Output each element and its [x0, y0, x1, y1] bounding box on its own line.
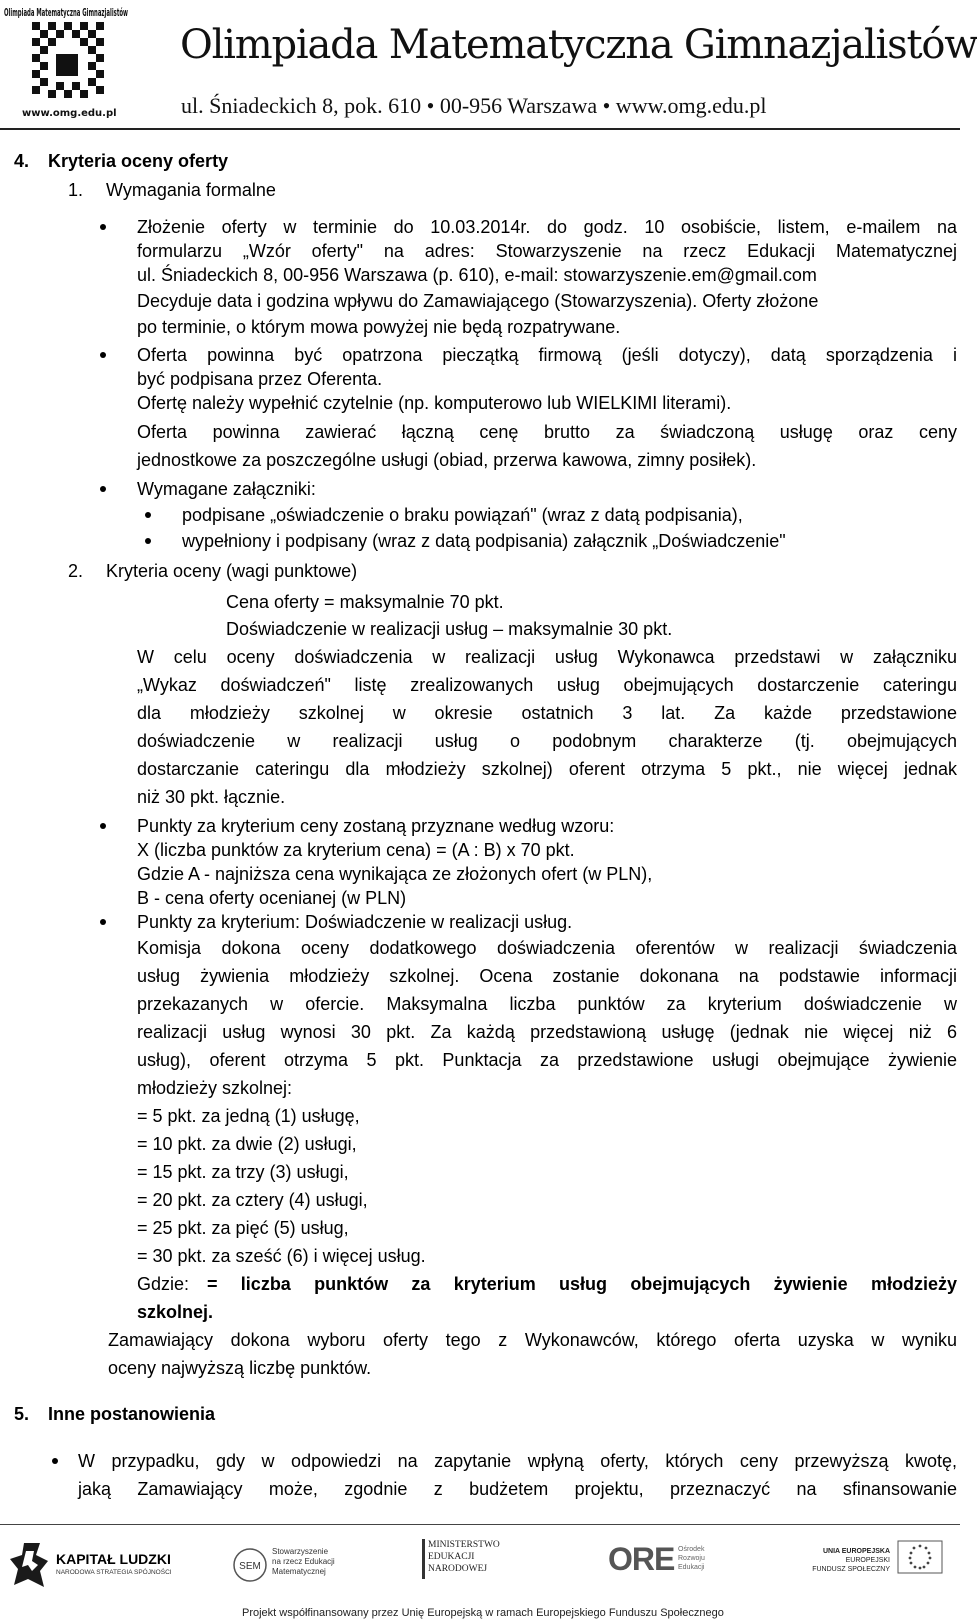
header-divider [0, 128, 960, 130]
paragraph-line: Oferta powinna być opatrzona pieczątką firmową (jeśli dotyczy), datą sporządzenia i [137, 345, 957, 365]
kapital-ludzki-subtitle: NARODOWA STRATEGIA SPÓJNOŚCI [56, 1569, 172, 1576]
subsection-heading: Kryteria oceny (wagi punktowe) [106, 561, 358, 581]
paragraph-line: niż 30 pkt. łącznie. [137, 787, 286, 807]
formula-line: Punkty za kryterium ceny zostaną przyznane według wzoru: [137, 816, 615, 836]
formula-line: B - cena oferty ocenianej (w PLN) [137, 888, 407, 908]
kapital-ludzki-logo [10, 1541, 170, 1591]
paragraph-line: po terminie, o którym mowa powyżej nie będą rozpatrywane. [137, 317, 621, 337]
bullet [100, 919, 106, 925]
organization-address: ul. Śniadeckich 8, pok. 610 • 00-956 Warszawa • www.omg.edu.pl [181, 93, 767, 118]
paragraph-line: Zamawiający dokona wyboru oferty tego z Wykonawców, którego oferta uzyska w wyniku [108, 1330, 957, 1350]
formula-line: X (liczba punktów za kryterium cena) = (A : B) x 70 pkt. [137, 840, 575, 860]
section-number: 4. [14, 151, 30, 171]
organization-title: Olimpiada Matematyczna Gimnazjalistów [180, 22, 977, 68]
paragraph-line: dostarczanie cateringu dla młodzieży szkolnej) oferent otrzyma 5 pkt., nie więcej jednak [137, 759, 957, 779]
eu-name: UNIA EUROPEJSKA EUROPEJSKI FUNDUSZ SPOŁECZNY [812, 1548, 890, 1573]
weight-line: Cena oferty = maksymalnie 70 pkt. [226, 592, 504, 612]
paragraph-line: formularzu „Wzór oferty" na adres: Stowarzyszenie na rzecz Edukacji Matematycznej [137, 241, 957, 261]
where-definition: = liczba punktów za kryterium usług obejmujących żywienie młodzieży [207, 1274, 957, 1294]
eu-flag-icon [898, 1541, 942, 1573]
paragraph-line: młodzieży szkolnej: [137, 1078, 293, 1098]
paragraph-line: przekazanych w ofercie. Maksymalna liczba punktów za kryterium doświadczenie w [137, 994, 957, 1014]
svg-text:Olimpiada Matematyczna Gimnazj: Olimpiada Matematyczna Gimnazjalistów [4, 6, 128, 19]
paragraph-line: realizacji usług wynosi 30 pkt. Za każdą przedstawioną usługę (jednak nie więcej niż 6 [137, 1022, 957, 1042]
paragraph-line: doświadczenie w realizacji usług o podobnym charakterze (tj. obejmujących [137, 731, 957, 751]
paragraph-line: Decyduje data i godzina wpływu do Zamawiającego (Stowarzyszenia). Oferty złożone [137, 291, 819, 311]
score-line: = 10 pkt. za dwie (2) usługi, [137, 1134, 357, 1154]
letterhead [0, 0, 977, 130]
paragraph-line: Oferta powinna zawierać łączną cenę brutto za świadczoną usługę oraz ceny [137, 422, 957, 442]
section-heading: Inne postanowienia [48, 1404, 216, 1424]
bullet [100, 823, 106, 829]
paragraph-line: Złożenie oferty w terminie do 10.03.2014r. do godz. 10 osobiście, listem, e-mailem na [137, 217, 957, 237]
score-line: = 5 pkt. za jedną (1) usługę, [137, 1106, 360, 1126]
bullet [52, 1458, 58, 1464]
footer [0, 1525, 960, 1622]
svg-text:SEM: SEM [239, 1561, 261, 1572]
logo-url: www.omg.edu.pl [22, 108, 117, 119]
men-name: MINISTERSTWO EDUKACJI NARODOWEJ [428, 1540, 500, 1574]
paragraph-line: usług żywienia młodzieży szkolnej. Ocena zostanie dokonana na podstawie informacji [137, 966, 957, 986]
paragraph-line: W celu oceny doświadczenia w realizacji usług Wykonawca przedstawi w załączniku [137, 647, 957, 667]
where-label: Gdzie: [137, 1274, 190, 1294]
subsection-number: 1. [68, 180, 84, 200]
kapital-ludzki-emblem-icon [10, 1541, 50, 1589]
sem-logo [232, 1545, 352, 1589]
bullet [100, 352, 106, 358]
paragraph-line: dla młodzieży szkolnej w okresie ostatnich 3 lat. Za każde przedstawione [137, 703, 957, 723]
subsection-number: 2. [68, 561, 84, 581]
bullet [100, 486, 106, 492]
project-funding-note: Projekt współfinansowany przez Unię Europejską w ramach Europejskiego Funduszu Społecznego [242, 1607, 724, 1619]
score-line: = 25 pkt. za pięć (5) usług, [137, 1218, 349, 1238]
paragraph-line: ul. Śniadeckich 8, 00-956 Warszawa (p. 610), e-mail: stowarzyszenie.em@gmail.com [137, 265, 817, 285]
section-heading: Kryteria oceny oferty [48, 151, 229, 171]
paragraph-line: usług), oferent otrzyma 5 pkt. Punktacja za przedstawione usługi obejmujące żywienie [137, 1050, 957, 1070]
ore-name: Ośrodek Rozwoju Edukacji [678, 1546, 705, 1571]
formula-line: Gdzie A - najniższa cena wynikająca ze złożonych ofert (w PLN), [137, 864, 653, 884]
sub-bullet [145, 538, 151, 544]
weight-line: Doświadczenie w realizacji usług – maksymalnie 30 pkt. [226, 619, 673, 639]
where-definition-end: szkolnej. [137, 1302, 214, 1322]
paragraph-line: być podpisana przez Oferenta. [137, 369, 383, 389]
paragraph-line: oceny najwyższą liczbę punktów. [108, 1358, 372, 1378]
paragraph-line: „Wykaz doświadczeń" listę zrealizowanych usług obejmujących dostarczenie cateringu [137, 675, 957, 695]
score-line: = 15 pkt. za trzy (3) usługi, [137, 1162, 349, 1182]
score-line: = 30 pkt. za sześć (6) i więcej usług. [137, 1246, 426, 1266]
attachments-label: Wymagane załączniki: [137, 479, 316, 499]
ore-letters: ORE [608, 1541, 675, 1577]
attachment-item: podpisane „oświadczenie o braku powiązań" (wraz z datą podpisania), [182, 505, 743, 525]
attachment-item: wypełniony i podpisany (wraz z datą podpisania) załącznik „Doświadczenie" [182, 531, 786, 551]
subsection-heading: Wymagania formalne [106, 180, 276, 200]
paragraph-line: Ofertę należy wypełnić czytelnie (np. komputerowo lub WIELKIMI literami). [137, 393, 732, 413]
paragraph-line: Komisja dokona oceny dodatkowego doświadczenia oferentów w realizacji świadczenia [137, 938, 957, 958]
score-line: = 20 pkt. za cztery (4) usługi, [137, 1190, 368, 1210]
criterion-title: Punkty za kryterium: Doświadczenie w realizacji usług. [137, 912, 573, 932]
sem-name: Stowarzyszenie na rzecz Edukacji Matematycznej [272, 1547, 335, 1576]
eu-logo [800, 1541, 950, 1585]
paragraph-line: jaką Zamawiający może, zgodnie z budżetem projektu, przeznaczyć na sfinansowanie [78, 1479, 957, 1499]
sub-bullet [145, 512, 151, 518]
omg-logo [2, 2, 130, 124]
men-logo [420, 1539, 530, 1583]
ore-logo [608, 1541, 718, 1585]
paragraph-line: W przypadku, gdy w odpowiedzi na zapytanie wpłyną oferty, których ceny przewyższą kwotę, [78, 1451, 957, 1471]
section-number: 5. [14, 1404, 30, 1424]
bullet [100, 224, 106, 230]
paragraph-line: jednostkowe za poszczególne usługi (obiad, przerwa kawowa, zimny posiłek). [137, 450, 757, 470]
kapital-ludzki-title: KAPITAŁ LUDZKI [56, 1551, 171, 1567]
sem-emblem-icon [232, 1547, 268, 1583]
